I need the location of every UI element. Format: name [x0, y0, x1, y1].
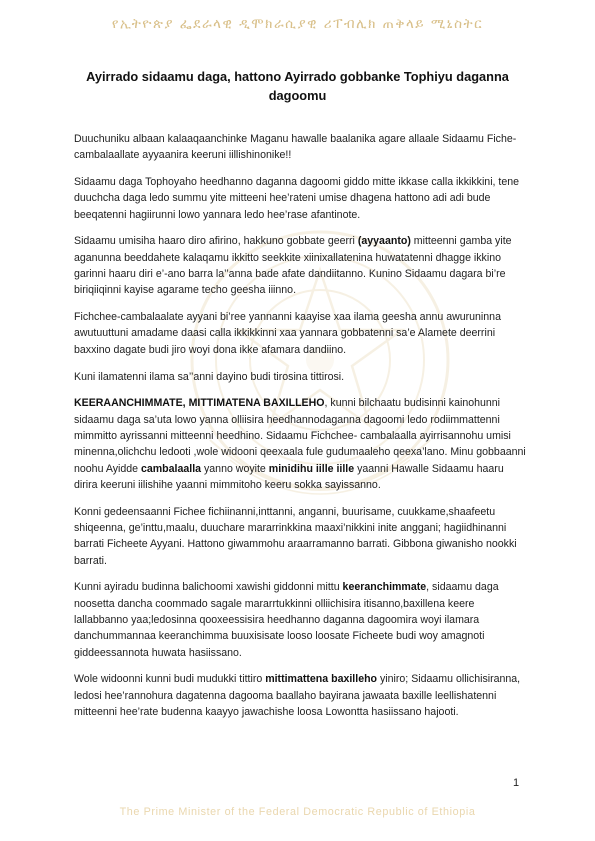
- paragraph-text: Kuni ilamatenni ilama sa’’anni dayino budi tirosina tittirosi.: [74, 370, 345, 383]
- paragraph-text: mitteenni gamba yite aganunna beeddahete kalaqamu ikkitto seekkite xiinixallatenina huwatatenni dhagge ikkino garinni haaru diri e’-ano barra la’’anna bade afate dandiitanno. Kunino Sidaamu dagara bi’re biriqiiqinni kayise agarame techo geesha iiinno.: [74, 235, 512, 297]
- emphasis-text: minidihu iille iille: [268, 462, 355, 475]
- emphasis-text: mittimattena baxilleho: [265, 673, 378, 686]
- paragraph-text: Kunni ayiradu budinna balichoomi xawishi giddonni mittu: [74, 581, 343, 594]
- paragraph-text: , sidaamu daga noosetta dancha coommado sagale mararrtukkinni olliichisira itisanno,baxillena keere lallabbanno yaa;ledosinna qooxeessisira heedhanno daganna dagoomira woyi ilamara danchummannaa keeranchimma buuxisisate looso loosate Ficheete budi woy amagnoti giddeessannota huwata hasiissano.: [74, 581, 499, 659]
- paragraph-text: Wole widoonni kunni budi mudukki tittiro: [74, 673, 266, 686]
- header-ministry-name: የኢትዮጵያ ፌደራላዊ ዲሞክራሲያዊ ሪፐብሊክ ጠቅላይ ሚኒስትር: [111, 16, 484, 32]
- emphasis-text: (ayyaanto): [357, 235, 411, 248]
- body-paragraph: [74, 309, 529, 358]
- paragraph-text: Konni gedeensaanni Fichee fichiinanni,inttanni, anganni, buurisame, cuukkame,shaafeetu shiqeenna, ge’inttu,maalu, duuchare mararrinkkina maaxi’nikkini inite anggani; hagiidhinanni barrati Ficheete Ayyani. Hattono giwammohu araarramanno barrati. Gibbona giwanisho nookki barrati.: [74, 505, 517, 567]
- paragraph-text: Fichchee-cambalaalate ayyani bi’ree yannanni kaayise xaa ilama geesha annu awuruninna awutuuttuni amadame daasi calla ikkikkinni xaa yannara gobbatenni sa’e Alamete deerrini baxxino dagate budi jiro woyi dona ikke afamara dandiino.: [74, 311, 501, 356]
- paragraph-text: , kunni bilchaatu budisinni kainohunni sidaamu daga sa’uta lowo yanna olliisira heedhannodaganna dagoomi ledo rodiimmattenni mimmitto ayrissanni mitteenni heedhino. Sidaamu Fichchee- cambalaalla ayirrisannohu umisi minenna,olichchu ledooti ,wole widooni qeexaala fule gudumaaleho qeexa’lano. Minu gobbaanni noohu Ayidde: [74, 397, 526, 475]
- body-paragraph: [74, 504, 529, 569]
- body-paragraph: [74, 174, 529, 223]
- body-paragraph: [74, 395, 529, 493]
- emphasis-text: keeranchimmate: [342, 581, 427, 594]
- paragraph-text: Sidaamu daga Tophoyaho heedhanno daganna dagoomi giddo mitte ikkase calla ikkikkini, tene duuchcha daga ledo summu yite mitteeni hee’rateni umise dhagena hattono adi adi bude beeqatenni hagiirunni lowo yannara ledo hee’rase afantinote.: [74, 176, 520, 221]
- page-number: 1: [513, 777, 520, 789]
- body-paragraph: [74, 233, 529, 298]
- paragraph-text: yanno woyite: [201, 462, 269, 475]
- document-title: Ayirrado sidaamu daga, hattono Ayirrado gobbanke Tophiyu daganna dagoomu: [86, 69, 509, 103]
- paragraph-text: yaanni Hawalle Sidaamu haaru dirira keeruni iilishihe yaanni mimmitoho keeru sokka sayissanno.: [74, 462, 504, 491]
- body-paragraph: [74, 579, 529, 660]
- body-paragraph: [74, 671, 529, 720]
- body-paragraph: [74, 131, 529, 164]
- paragraph-text: yiniro; Sidaamu ollichisiranna, ledosi hee’rannohura dagatenna dagooma baallaho bayirana jawaata baxille leellishatenni mitteenni hee’rate budenna kaayyo jawachishe loosa Lowontta hasiissano hajooti.: [74, 673, 521, 718]
- paragraph-text: Sidaamu umisiha haaro diro afirino, hakkuno gobbate geerri: [74, 235, 358, 248]
- body-paragraph: [74, 369, 529, 385]
- paragraph-text: Duuchuniku albaan kalaaqaanchinke Maganu hawalle baalanika agare allaale Sidaamu Fiche-cambalaallate ayyaanira keeruni iillishinonike!!: [74, 133, 517, 162]
- document-body: [74, 131, 529, 731]
- emphasis-text: KEERAANCHIMMATE, MITTIMATENA BAXILLEHO: [74, 397, 325, 410]
- footer-office-name: The Prime Minister of the Federal Democratic Republic of Ethiopia: [119, 806, 476, 818]
- emphasis-text: cambalaalla: [140, 462, 202, 475]
